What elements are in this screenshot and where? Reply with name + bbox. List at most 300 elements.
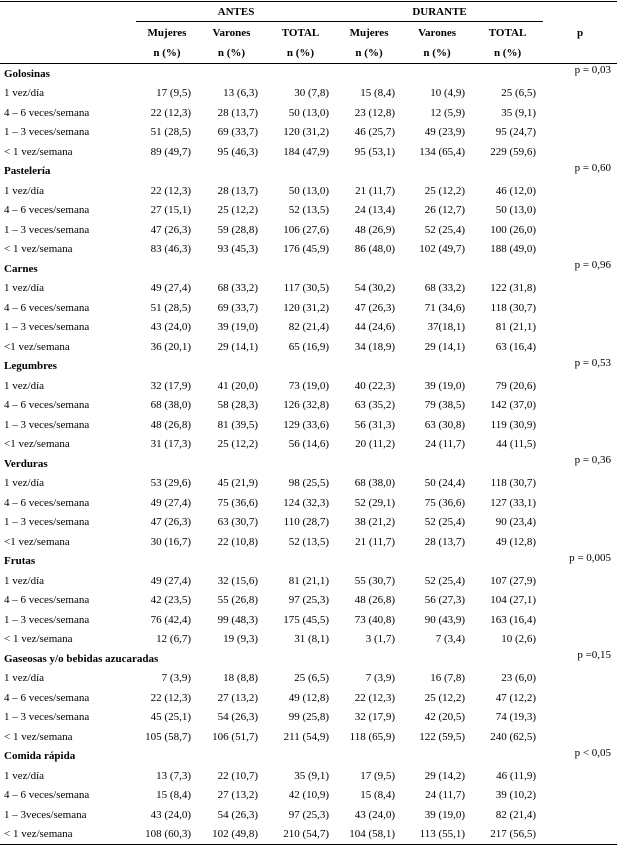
table-row	[0, 805, 617, 825]
section-title: Frutas	[4, 555, 36, 568]
p-column-empty-cell	[543, 103, 617, 123]
table-cell: 29 (14,1)	[217, 340, 258, 353]
table-cell: 29 (14,1)	[424, 340, 466, 353]
table-cell: 118 (30,7)	[490, 301, 537, 314]
p-column-empty-cell	[543, 591, 617, 611]
table-cell: 30 (16,7)	[150, 535, 191, 548]
p-column-empty-cell	[543, 708, 617, 728]
table-cell: 50 (13,0)	[288, 184, 330, 197]
table-cell: 25 (6,5)	[501, 87, 537, 100]
table-row	[0, 474, 617, 494]
header-col-total-antes: TOTAL	[281, 26, 320, 39]
table-cell: 120 (31,2)	[283, 126, 330, 139]
section-p-value: p = 0,53	[574, 356, 612, 369]
table-cell: 20 (11,2)	[355, 438, 396, 451]
table-cell: 40 (22,3)	[354, 379, 396, 392]
table-cell: 90 (23,4)	[495, 516, 537, 529]
table-cell: 68 (38,0)	[354, 477, 396, 490]
row-label: <1 vez/semana	[4, 438, 70, 451]
table-cell: 124 (32,3)	[283, 496, 330, 509]
table-cell: 56 (14,6)	[288, 438, 330, 451]
table-cell: 126 (32,8)	[283, 399, 330, 412]
table-cell: 23 (12,8)	[354, 106, 396, 119]
table-cell: 69 (33,7)	[217, 126, 258, 139]
row-label: 1 – 3 veces/semana	[4, 223, 90, 236]
header-unit: n (%)	[198, 43, 265, 64]
table-cell: 36 (20,1)	[150, 340, 191, 353]
row-label: 1 – 3 veces/semana	[4, 321, 90, 334]
table-cell: 28 (13,7)	[424, 535, 466, 548]
section-header-row	[0, 64, 617, 84]
row-label: < 1 vez/semana	[4, 633, 73, 646]
table-cell: 55 (30,7)	[354, 574, 396, 587]
table-cell: 79 (20,6)	[495, 379, 537, 392]
table-cell: 49 (27,4)	[150, 496, 191, 509]
p-column-empty-cell	[543, 630, 617, 650]
section-p-value: p = 0,005	[569, 551, 612, 564]
table-cell: 81 (21,1)	[288, 574, 330, 587]
row-label: 1 vez/día	[4, 282, 45, 295]
table-row	[0, 318, 617, 338]
table-cell: 47 (26,3)	[354, 301, 396, 314]
table-cell: 37(18,1)	[427, 321, 466, 334]
table-cell: 217 (56,5)	[472, 825, 543, 845]
table-cell: 105 (58,7)	[145, 730, 191, 743]
table-cell: 104 (58,1)	[336, 825, 402, 845]
row-label: 1 – 3 veces/semana	[4, 711, 90, 724]
p-column-empty-cell	[543, 825, 617, 845]
table-cell: 102 (49,7)	[419, 243, 466, 256]
table-cell: 49 (12,8)	[495, 535, 537, 548]
table-cell: 45 (21,9)	[217, 477, 258, 490]
table-cell: 52 (25,4)	[424, 516, 466, 529]
table-row	[0, 669, 617, 689]
p-column-empty-cell	[543, 220, 617, 240]
table-cell: 15 (8,4)	[156, 789, 191, 802]
table-row	[0, 610, 617, 630]
table-cell: 32 (17,9)	[150, 379, 191, 392]
table-cell: 21 (11,7)	[355, 535, 396, 548]
section-p-value: p =0,15	[577, 649, 612, 661]
table-cell: 211 (54,9)	[283, 730, 330, 743]
table-cell: 47 (26,3)	[150, 516, 191, 529]
table-cell: 97 (25,3)	[288, 808, 330, 821]
p-column-empty-cell	[543, 669, 617, 689]
table-cell: 52 (13,5)	[288, 535, 330, 548]
table-cell: 108 (60,3)	[136, 825, 198, 845]
table-cell: 54 (30,2)	[354, 282, 396, 295]
table-cell: 52 (25,4)	[424, 574, 466, 587]
table-cell: 29 (14,2)	[424, 769, 466, 782]
header-col-varones-antes: Varones	[212, 26, 251, 39]
table-cell: 63 (35,2)	[354, 399, 396, 412]
table-cell: 28 (13,7)	[217, 106, 258, 119]
header-unit: n (%)	[336, 43, 402, 64]
p-column-empty-cell	[543, 571, 617, 591]
table-cell: 28 (13,7)	[217, 184, 258, 197]
table-cell: 7 (3,4)	[435, 633, 466, 646]
table-cell: 106 (27,6)	[283, 223, 330, 236]
table-row	[0, 493, 617, 513]
table-row	[0, 688, 617, 708]
table-cell: 22 (10,7)	[217, 769, 258, 782]
table-cell: 119 (30,9)	[490, 418, 537, 431]
table-cell: 129 (33,6)	[283, 418, 330, 431]
table-cell: 27 (13,2)	[217, 789, 258, 802]
table-cell: 73 (40,8)	[354, 613, 396, 626]
table-cell: 25 (12,2)	[424, 184, 466, 197]
table-cell: 3 (1,7)	[365, 633, 396, 646]
table-row	[0, 708, 617, 728]
table-cell: 81 (39,5)	[217, 418, 258, 431]
section-title: Carnes	[4, 262, 38, 275]
table-cell: 99 (48,3)	[217, 613, 258, 626]
table-cell: 12 (5,9)	[430, 106, 466, 119]
row-label: 4 – 6 veces/semana	[4, 496, 90, 509]
table-cell: 55 (26,8)	[217, 594, 258, 607]
table-row	[0, 435, 617, 455]
header-row-columns	[0, 22, 617, 44]
table-cell: 110 (28,7)	[283, 516, 330, 529]
header-empty-cell	[0, 22, 136, 44]
table-cell: 47 (12,2)	[495, 691, 537, 704]
table-cell: 32 (17,9)	[354, 711, 396, 724]
row-label: 1 – 3veces/semana	[4, 808, 87, 821]
table-cell: 48 (26,8)	[354, 594, 396, 607]
p-column-empty-cell	[543, 532, 617, 552]
table-cell: 34 (18,9)	[354, 340, 396, 353]
p-column-empty-cell	[543, 415, 617, 435]
section-title: Gaseosas y/o bebidas azucaradas	[4, 652, 159, 665]
table-cell: 176 (45,9)	[283, 243, 330, 256]
table-cell: 7 (3,9)	[161, 672, 191, 685]
table-cell: 25 (12,2)	[217, 438, 258, 451]
p-column-empty-cell	[543, 688, 617, 708]
table-cell: 13 (7,3)	[156, 769, 191, 782]
table-cell: 102 (49,8)	[198, 825, 265, 845]
section-title: Comida rápida	[4, 750, 76, 763]
row-label: <1 vez/semana	[4, 535, 70, 548]
row-label: 4 – 6 veces/semana	[4, 594, 90, 607]
table-cell: 74 (19,3)	[495, 711, 537, 724]
table-cell: 122 (59,5)	[419, 730, 466, 743]
food-frequency-table	[0, 1, 617, 845]
section-header-row	[0, 552, 617, 572]
p-column-empty-cell	[543, 513, 617, 533]
table-cell: 63 (30,8)	[424, 418, 466, 431]
table-cell: 188 (49,0)	[490, 243, 537, 256]
table-cell: 120 (31,2)	[283, 301, 330, 314]
table-row	[0, 84, 617, 104]
p-column-empty-cell	[543, 786, 617, 806]
table-cell: 26 (12,7)	[424, 204, 466, 217]
table-cell: 76 (42,4)	[150, 613, 191, 626]
table-cell: 49 (23,9)	[424, 126, 466, 139]
row-label: < 1 vez/semana	[0, 825, 136, 845]
table-cell: 175 (45,5)	[283, 613, 330, 626]
table-cell: 56 (27,3)	[424, 594, 466, 607]
table-cell: 38 (21,2)	[354, 516, 396, 529]
section-p-value: p = 0,03	[574, 64, 612, 76]
table-cell: 51 (28,5)	[150, 301, 191, 314]
section-title: Golosinas	[4, 67, 50, 80]
row-label: < 1 vez/semana	[4, 145, 73, 158]
table-cell: 95 (53,1)	[354, 145, 396, 158]
table-cell: 7 (3,9)	[365, 672, 396, 685]
table-cell: 43 (24,0)	[150, 808, 191, 821]
table-cell: 27 (15,1)	[150, 204, 191, 217]
table-cell: 107 (27,9)	[490, 574, 537, 587]
table-cell: 83 (46,3)	[150, 243, 191, 256]
table-cell: 73 (19,0)	[288, 379, 330, 392]
table-cell: 89 (49,7)	[150, 145, 191, 158]
table-cell: 86 (48,0)	[354, 243, 396, 256]
table-cell: 42 (20,5)	[424, 711, 466, 724]
table-cell: 63 (16,4)	[495, 340, 537, 353]
section-title: Verduras	[4, 457, 48, 470]
table-row	[0, 337, 617, 357]
p-column-empty-cell	[543, 376, 617, 396]
table-cell: 39 (19,0)	[424, 808, 466, 821]
table-cell: 22 (12,3)	[354, 691, 396, 704]
table-cell: 39 (19,0)	[424, 379, 466, 392]
p-column-empty-cell	[543, 396, 617, 416]
table-row	[0, 240, 617, 260]
table-cell: 98 (25,5)	[288, 477, 330, 490]
table-cell: 25 (12,2)	[424, 691, 466, 704]
section-title: Legumbres	[4, 360, 57, 373]
table-cell: 22 (12,3)	[150, 184, 191, 197]
header-group-antes: ANTES	[136, 2, 336, 22]
p-column-empty-cell	[543, 279, 617, 299]
table-row	[0, 298, 617, 318]
table-cell: 127 (33,1)	[490, 496, 537, 509]
row-label: 4 – 6 veces/semana	[4, 301, 90, 314]
row-label: 1 – 3 veces/semana	[4, 613, 90, 626]
table-cell: 24 (11,7)	[425, 789, 466, 802]
header-empty-cell	[0, 2, 136, 22]
table-cell: 54 (26,3)	[217, 808, 258, 821]
p-column-empty-cell	[543, 181, 617, 201]
table-cell: 44 (11,5)	[496, 438, 537, 451]
row-label: < 1 vez/semana	[4, 730, 73, 743]
table-cell: 24 (13,4)	[354, 204, 396, 217]
table-cell: 51 (28,5)	[150, 126, 191, 139]
table-cell: 58 (28,3)	[217, 399, 258, 412]
table-cell: 163 (16,4)	[490, 613, 537, 626]
table-cell: 10 (4,9)	[430, 87, 466, 100]
table-cell: 45 (25,1)	[150, 711, 191, 724]
table-cell: 90 (43,9)	[424, 613, 466, 626]
row-label: 1 vez/día	[4, 87, 45, 100]
section-p-value: p = 0,36	[574, 454, 612, 466]
table-cell: 63 (30,7)	[217, 516, 258, 529]
header-row-groups	[0, 2, 617, 22]
table-cell: 50 (13,0)	[495, 204, 537, 217]
table-row	[0, 376, 617, 396]
table-cell: 210 (54,7)	[265, 825, 336, 845]
table-cell: 82 (21,4)	[288, 321, 330, 334]
table-cell: 240 (62,5)	[490, 730, 537, 743]
header-col-mujeres-durante: Mujeres	[349, 26, 389, 39]
table-row	[0, 201, 617, 221]
section-header-row	[0, 454, 617, 474]
header-group-durante: DURANTE	[336, 2, 543, 22]
table-cell: 50 (13,0)	[288, 106, 330, 119]
row-label: <1 vez/semana	[4, 340, 70, 353]
table-cell: 118 (30,7)	[490, 477, 537, 490]
table-row	[0, 786, 617, 806]
row-label: 4 – 6 veces/semana	[4, 691, 90, 704]
table-cell: 21 (11,7)	[355, 184, 396, 197]
row-label: 1 vez/día	[4, 769, 45, 782]
p-column-empty-cell	[543, 474, 617, 494]
table-row	[0, 123, 617, 143]
table-row	[0, 727, 617, 747]
table-cell: 46 (12,0)	[495, 184, 537, 197]
header-col-varones-durante: Varones	[418, 26, 456, 39]
table-cell: 79 (38,5)	[424, 399, 466, 412]
table-cell: 15 (8,4)	[360, 789, 396, 802]
table-cell: 49 (12,8)	[288, 691, 330, 704]
table-cell: 31 (17,3)	[150, 438, 191, 451]
section-p-value: p < 0,05	[574, 746, 612, 759]
table-cell: 71 (34,6)	[424, 301, 466, 314]
p-column-empty-cell	[543, 201, 617, 221]
table-cell: 12 (6,7)	[156, 633, 191, 646]
p-column-empty-cell	[543, 337, 617, 357]
row-label: < 1 vez/semana	[4, 243, 73, 256]
row-label: 1 – 3 veces/semana	[4, 418, 90, 431]
table-cell: 65 (16,9)	[288, 340, 330, 353]
table-cell: 48 (26,9)	[354, 223, 396, 236]
table-cell: 48 (26,8)	[150, 418, 191, 431]
header-unit: n (%)	[472, 43, 543, 64]
table-row	[0, 142, 617, 162]
table-cell: 117 (30,5)	[283, 282, 330, 295]
p-column-empty-cell	[543, 727, 617, 747]
table-cell: 13 (6,3)	[223, 87, 258, 100]
p-column-empty-cell	[543, 240, 617, 260]
p-column-empty-cell	[543, 123, 617, 143]
table-row	[0, 103, 617, 123]
row-label: 1 – 3 veces/semana	[4, 126, 90, 139]
section-p-value: p = 0,96	[574, 259, 612, 271]
table-cell: 19 (9,3)	[223, 633, 258, 646]
table-cell: 97 (25,3)	[288, 594, 330, 607]
table-cell: 42 (23,5)	[150, 594, 191, 607]
table-cell: 30 (7,8)	[294, 87, 330, 100]
table-row	[0, 532, 617, 552]
table-cell: 25 (12,2)	[217, 204, 258, 217]
table-cell: 59 (28,8)	[217, 223, 258, 236]
table-cell: 15 (8,4)	[360, 87, 396, 100]
table-cell: 17 (9,5)	[156, 87, 191, 100]
table-cell: 68 (33,2)	[424, 282, 466, 295]
table-cell: 142 (37,0)	[490, 399, 537, 412]
table-cell: 44 (24,6)	[354, 321, 396, 334]
table-body	[0, 64, 617, 845]
table-cell: 22 (10,8)	[217, 535, 258, 548]
table-cell: 52 (29,1)	[354, 496, 396, 509]
section-p-value: p = 0,60	[574, 161, 612, 174]
section-header-row	[0, 357, 617, 377]
table-cell: 134 (65,4)	[419, 145, 466, 158]
p-column-empty-cell	[543, 318, 617, 338]
table-row	[0, 571, 617, 591]
table-cell: 122 (31,8)	[490, 282, 537, 295]
header-col-total-durante: TOTAL	[488, 26, 527, 39]
table-cell: 95 (24,7)	[495, 126, 537, 139]
table-cell: 56 (31,3)	[354, 418, 396, 431]
header-empty-cell	[0, 43, 136, 64]
table-cell: 82 (21,4)	[495, 808, 537, 821]
table-cell: 229 (59,6)	[490, 145, 537, 158]
table-cell: 16 (7,8)	[430, 672, 466, 685]
table-cell: 68 (38,0)	[150, 399, 191, 412]
table-cell: 104 (27,1)	[490, 594, 537, 607]
table-cell: 17 (9,5)	[360, 769, 396, 782]
row-label: 1 vez/día	[4, 574, 45, 587]
p-column-empty-cell	[543, 142, 617, 162]
table-cell: 32 (15,6)	[217, 574, 258, 587]
table-cell: 18 (8,8)	[223, 672, 258, 685]
p-column-empty-cell	[543, 435, 617, 455]
table-row	[0, 396, 617, 416]
table-cell: 41 (20,0)	[217, 379, 258, 392]
header-unit: n (%)	[136, 43, 198, 64]
p-column-empty-cell	[543, 766, 617, 786]
table-cell: 54 (26,3)	[217, 711, 258, 724]
table-cell: 95 (46,3)	[217, 145, 258, 158]
table-cell: 43 (24,0)	[150, 321, 191, 334]
row-label: 1 vez/día	[4, 379, 45, 392]
row-label: 1 vez/día	[4, 672, 45, 685]
header-unit: n (%)	[265, 43, 336, 64]
table-cell: 49 (27,4)	[150, 574, 191, 587]
header-col-mujeres-antes: Mujeres	[147, 26, 187, 39]
table-cell: 31 (8,1)	[294, 633, 330, 646]
table-cell: 35 (9,1)	[501, 106, 537, 119]
table-cell: 39 (19,0)	[217, 321, 258, 334]
table-cell: 118 (65,9)	[349, 730, 396, 743]
table-row	[0, 591, 617, 611]
p-column-empty-cell	[543, 805, 617, 825]
table-row	[0, 630, 617, 650]
section-title: Pastelería	[4, 165, 51, 178]
row-label: 1 – 3 veces/semana	[4, 516, 90, 529]
table-cell: 22 (12,3)	[150, 106, 191, 119]
table-cell: 75 (36,6)	[217, 496, 258, 509]
section-header-row	[0, 747, 617, 767]
table-cell: 23 (6,0)	[501, 672, 537, 685]
table-cell: 25 (6,5)	[294, 672, 330, 685]
table-row	[0, 415, 617, 435]
row-label: 4 – 6 veces/semana	[4, 789, 90, 802]
table-cell: 50 (24,4)	[424, 477, 466, 490]
table-cell: 43 (24,0)	[354, 808, 396, 821]
table-cell: 99 (25,8)	[288, 711, 330, 724]
table-cell: 46 (25,7)	[354, 126, 396, 139]
p-column-empty-cell	[543, 610, 617, 630]
section-header-row	[0, 649, 617, 669]
row-label: 4 – 6 veces/semana	[4, 204, 90, 217]
table-cell: 81 (21,1)	[495, 321, 537, 334]
table-row	[0, 825, 617, 845]
section-header-row	[0, 162, 617, 182]
section-header-row	[0, 259, 617, 279]
header-p: p	[543, 2, 617, 64]
